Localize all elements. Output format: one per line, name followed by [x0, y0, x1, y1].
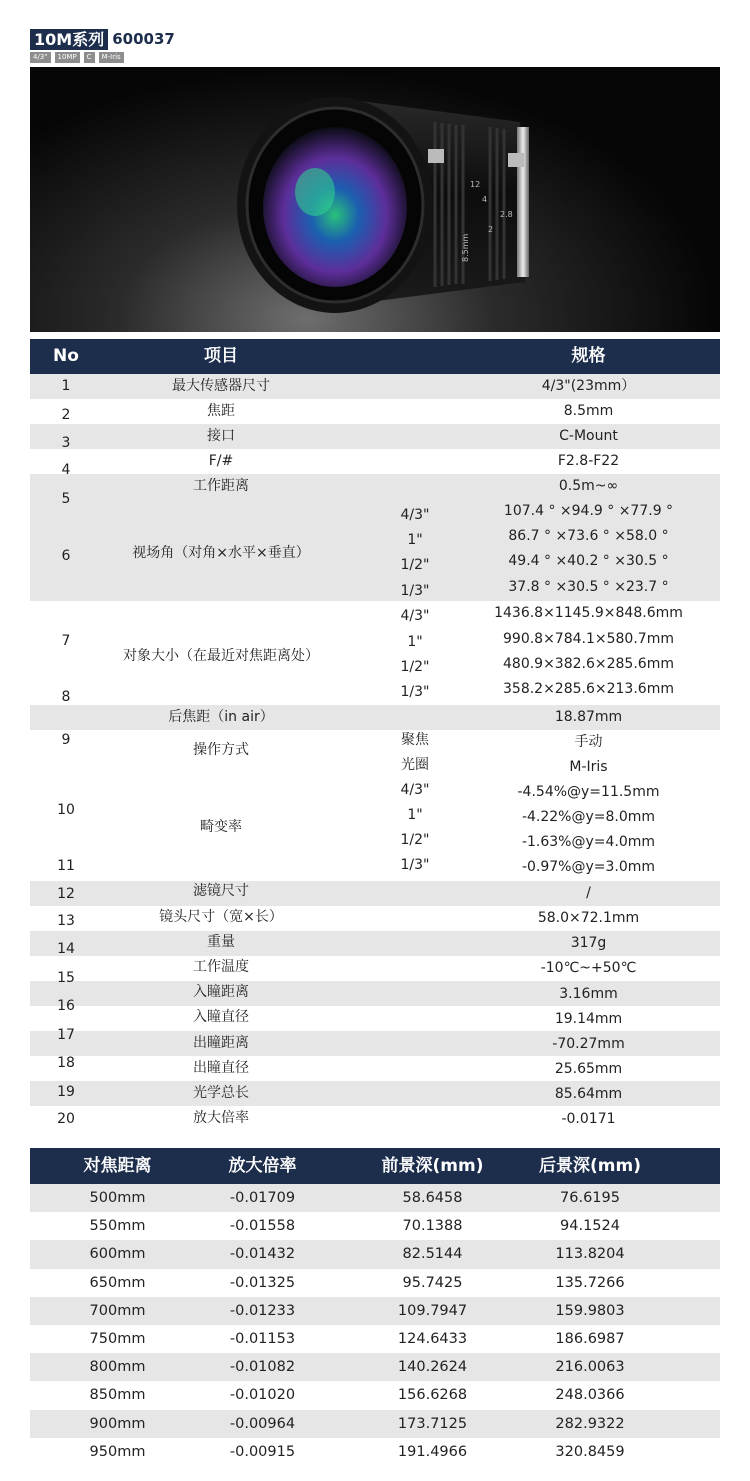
- row-item: 镜头尺寸（宽×长）: [159, 909, 283, 925]
- row-no: 6: [61, 548, 71, 564]
- dof-table-row: [30, 1184, 720, 1212]
- dof-cell-back: 248.0366: [555, 1387, 625, 1404]
- row-value: 107.4 ° ×94.9 ° ×77.9 °: [503, 503, 674, 519]
- row-no: 18: [57, 1055, 75, 1071]
- dof-cell-distance: 750mm: [89, 1330, 146, 1347]
- row-value: 86.7 ° ×73.6 ° ×58.0 °: [508, 528, 669, 544]
- row-item: 视场角（对角×水平×垂直）: [132, 545, 310, 561]
- spec-badges: [30, 52, 124, 63]
- row-no: 11: [57, 858, 75, 874]
- row-sub: 1": [407, 634, 423, 650]
- series-label: 10M系列: [30, 29, 108, 50]
- dof-table-body: [30, 1184, 720, 1466]
- row-value: C-Mount: [559, 428, 618, 444]
- row-value: 8.5mm: [563, 403, 614, 419]
- dof-cell-magnification: -0.01020: [229, 1387, 296, 1404]
- row-value: 0.5m~∞: [558, 478, 619, 494]
- row-value: -0.97%@y=3.0mm: [521, 859, 656, 875]
- row-no: 8: [61, 689, 71, 705]
- row-no: 16: [57, 998, 75, 1014]
- dof-cell-front: 191.4966: [397, 1443, 468, 1460]
- spec-table: [30, 339, 720, 1133]
- dof-cell-distance: 900mm: [89, 1415, 146, 1432]
- dof-cell-magnification: -0.01432: [229, 1246, 296, 1263]
- dof-table-row: [30, 1381, 720, 1409]
- row-no: 20: [57, 1111, 75, 1127]
- row-value: 3.16mm: [559, 986, 618, 1002]
- row-value: 49.4 ° ×40.2 ° ×30.5 °: [508, 553, 669, 569]
- row-sub: 1": [407, 532, 423, 548]
- row-value: 480.9×382.6×285.6mm: [503, 656, 674, 672]
- row-value: -4.22%@y=8.0mm: [521, 809, 656, 825]
- row-sub: 1/3": [400, 583, 430, 599]
- header-front-dof: 前景深(mm): [381, 1156, 484, 1176]
- row-value: 4/3"(23mm）: [541, 378, 636, 394]
- dof-cell-front: 95.7425: [402, 1274, 463, 1291]
- row-sub: 1/3": [400, 684, 430, 700]
- product-header: [30, 28, 175, 50]
- row-sub: 1/3": [400, 857, 430, 873]
- dof-cell-magnification: -0.01153: [229, 1330, 296, 1347]
- focal-marking: 8.5mm: [461, 233, 470, 262]
- row-value: -1.63%@y=4.0mm: [521, 834, 656, 850]
- row-sub: 1/2": [400, 659, 430, 675]
- row-sub: 光圈: [401, 757, 429, 773]
- row-no: 7: [61, 633, 71, 649]
- row-value: 58.0×72.1mm: [537, 910, 640, 926]
- dof-cell-magnification: -0.01558: [229, 1218, 296, 1235]
- dof-cell-front: 140.2624: [397, 1359, 468, 1376]
- row-item: 畸变率: [200, 819, 242, 835]
- dof-cell-back: 216.0063: [555, 1359, 625, 1376]
- row-sub: 4/3": [400, 782, 430, 798]
- row-sub: 4/3": [400, 608, 430, 624]
- dof-cell-distance: 650mm: [89, 1274, 146, 1291]
- dof-cell-magnification: -0.00915: [229, 1443, 296, 1460]
- row-item: 工作距离: [193, 478, 249, 494]
- row-sub: 1/2": [400, 557, 430, 573]
- row-no: 2: [61, 407, 71, 423]
- dof-cell-magnification: -0.01082: [229, 1359, 296, 1376]
- dof-table-row: [30, 1353, 720, 1381]
- row-item: 工作温度: [193, 959, 249, 975]
- dof-cell-front: 70.1388: [402, 1218, 463, 1235]
- row-value: 990.8×784.1×580.7mm: [503, 631, 674, 647]
- row-item: 出瞳直径: [193, 1060, 249, 1076]
- row-item: 焦距: [207, 403, 235, 419]
- aperture-marking-2-8: 2.8: [500, 210, 513, 219]
- header-magnification: 放大倍率: [228, 1156, 297, 1176]
- dof-cell-magnification: -0.01233: [229, 1302, 296, 1319]
- row-no: 1: [61, 378, 71, 394]
- row-no: 12: [57, 886, 75, 902]
- row-item: 最大传感器尺寸: [172, 378, 270, 394]
- badge-iris: M-Iris: [99, 52, 124, 63]
- dof-cell-front: 124.6433: [397, 1330, 468, 1347]
- row-sub: 1/2": [400, 832, 430, 848]
- dof-table-row: [30, 1212, 720, 1240]
- row-item: 滤镜尺寸: [193, 883, 249, 899]
- row-sub: 聚焦: [401, 732, 429, 748]
- row-no: 4: [61, 462, 71, 478]
- dof-cell-back: 186.6987: [555, 1330, 625, 1347]
- row-value: 18.87mm: [554, 709, 623, 725]
- badge-resolution: 10MP: [55, 52, 80, 63]
- row-item: 操作方式: [193, 742, 249, 758]
- row-item: 对象大小（在最近对焦距离处）: [123, 648, 319, 664]
- dof-table-row: [30, 1325, 720, 1353]
- spec-table-header: [30, 339, 720, 374]
- badge-sensor: 4/3": [30, 52, 51, 63]
- row-no: 15: [57, 970, 75, 986]
- row-no: 5: [61, 491, 71, 507]
- dof-table-row: [30, 1240, 720, 1268]
- dof-cell-front: 173.7125: [397, 1415, 468, 1432]
- aperture-marking-2: 2: [488, 225, 494, 234]
- dof-cell-front: 109.7947: [397, 1302, 468, 1319]
- row-no: 17: [57, 1027, 75, 1043]
- dof-cell-distance: 850mm: [89, 1387, 146, 1404]
- row-item: 重量: [207, 934, 235, 950]
- dof-cell-distance: 600mm: [89, 1246, 146, 1263]
- row-no: 13: [57, 913, 75, 929]
- row-value: -0.0171: [561, 1111, 616, 1127]
- dof-table-header: [30, 1148, 720, 1184]
- row-item: F/#: [208, 453, 234, 469]
- row-item: 入瞳距离: [193, 984, 249, 1000]
- row-item: 接口: [207, 428, 235, 444]
- lens-illustration: [30, 67, 720, 332]
- dof-cell-magnification: -0.00964: [229, 1415, 296, 1432]
- dof-cell-magnification: -0.01709: [229, 1190, 296, 1206]
- dof-cell-back: 113.8204: [555, 1246, 625, 1263]
- dof-cell-distance: 550mm: [89, 1218, 146, 1235]
- header-focus-distance: 对焦距离: [83, 1156, 152, 1176]
- row-item: 出瞳距离: [193, 1035, 249, 1051]
- row-item: 后焦距（in air）: [168, 709, 274, 725]
- dof-cell-front: 82.5144: [402, 1246, 463, 1263]
- dof-cell-distance: 700mm: [89, 1302, 146, 1319]
- row-value: 19.14mm: [554, 1011, 623, 1027]
- lens-product-image: [30, 67, 720, 332]
- dof-cell-front: 156.6268: [397, 1387, 468, 1404]
- row-value: 37.8 ° ×30.5 ° ×23.7 °: [508, 579, 669, 595]
- dof-cell-back: 159.9803: [555, 1302, 625, 1319]
- row-no: 19: [57, 1084, 75, 1100]
- dof-cell-back: 94.1524: [560, 1218, 620, 1235]
- row-value: -4.54%@y=11.5mm: [517, 784, 660, 800]
- row-value: 85.64mm: [554, 1086, 623, 1102]
- row-value: M-Iris: [569, 759, 608, 775]
- header-item: 项目: [204, 346, 238, 366]
- row-value: 358.2×285.6×213.6mm: [503, 681, 674, 697]
- badge-mount: C: [84, 52, 95, 63]
- dof-table-row: [30, 1410, 720, 1438]
- dof-cell-back: 320.8459: [555, 1443, 625, 1460]
- model-number: 600037: [112, 30, 175, 48]
- header-back-dof: 后景深(mm): [539, 1156, 641, 1176]
- dof-cell-magnification: -0.01325: [229, 1274, 296, 1291]
- row-value: 317g: [570, 935, 607, 951]
- row-no: 3: [61, 435, 71, 451]
- dof-cell-back: 135.7266: [555, 1274, 625, 1291]
- row-value: 1436.8×1145.9×848.6mm: [494, 605, 683, 621]
- dof-cell-distance: 500mm: [89, 1190, 146, 1206]
- dof-cell-back: 76.6195: [560, 1190, 620, 1206]
- row-sub: 4/3": [400, 507, 430, 523]
- row-value: -70.27mm: [552, 1036, 625, 1052]
- row-value: -10℃~+50℃: [540, 960, 637, 976]
- dof-cell-back: 282.9322: [555, 1415, 625, 1432]
- row-sub: 1": [407, 807, 423, 823]
- row-value: 手动: [574, 734, 603, 750]
- dof-table-row: [30, 1438, 720, 1466]
- dof-cell-distance: 950mm: [89, 1443, 146, 1460]
- aperture-marking-4: 4: [482, 195, 488, 204]
- row-no: 10: [57, 802, 75, 818]
- header-spec: 规格: [571, 346, 606, 366]
- header-no: No: [53, 346, 79, 366]
- row-value: 25.65mm: [554, 1061, 623, 1077]
- row-item: 放大倍率: [193, 1110, 249, 1126]
- row-value: F2.8-F22: [557, 453, 620, 469]
- aperture-marking-12: 12: [470, 180, 481, 189]
- row-no: 9: [61, 732, 71, 748]
- dof-cell-distance: 800mm: [89, 1359, 146, 1376]
- row-item: 光学总长: [193, 1085, 249, 1101]
- row-no: 14: [57, 941, 75, 957]
- row-value: /: [586, 885, 591, 901]
- row-item: 入瞳直径: [193, 1009, 249, 1025]
- dof-cell-front: 58.6458: [402, 1190, 463, 1206]
- dof-table-row: [30, 1269, 720, 1297]
- dof-table-row: [30, 1297, 720, 1325]
